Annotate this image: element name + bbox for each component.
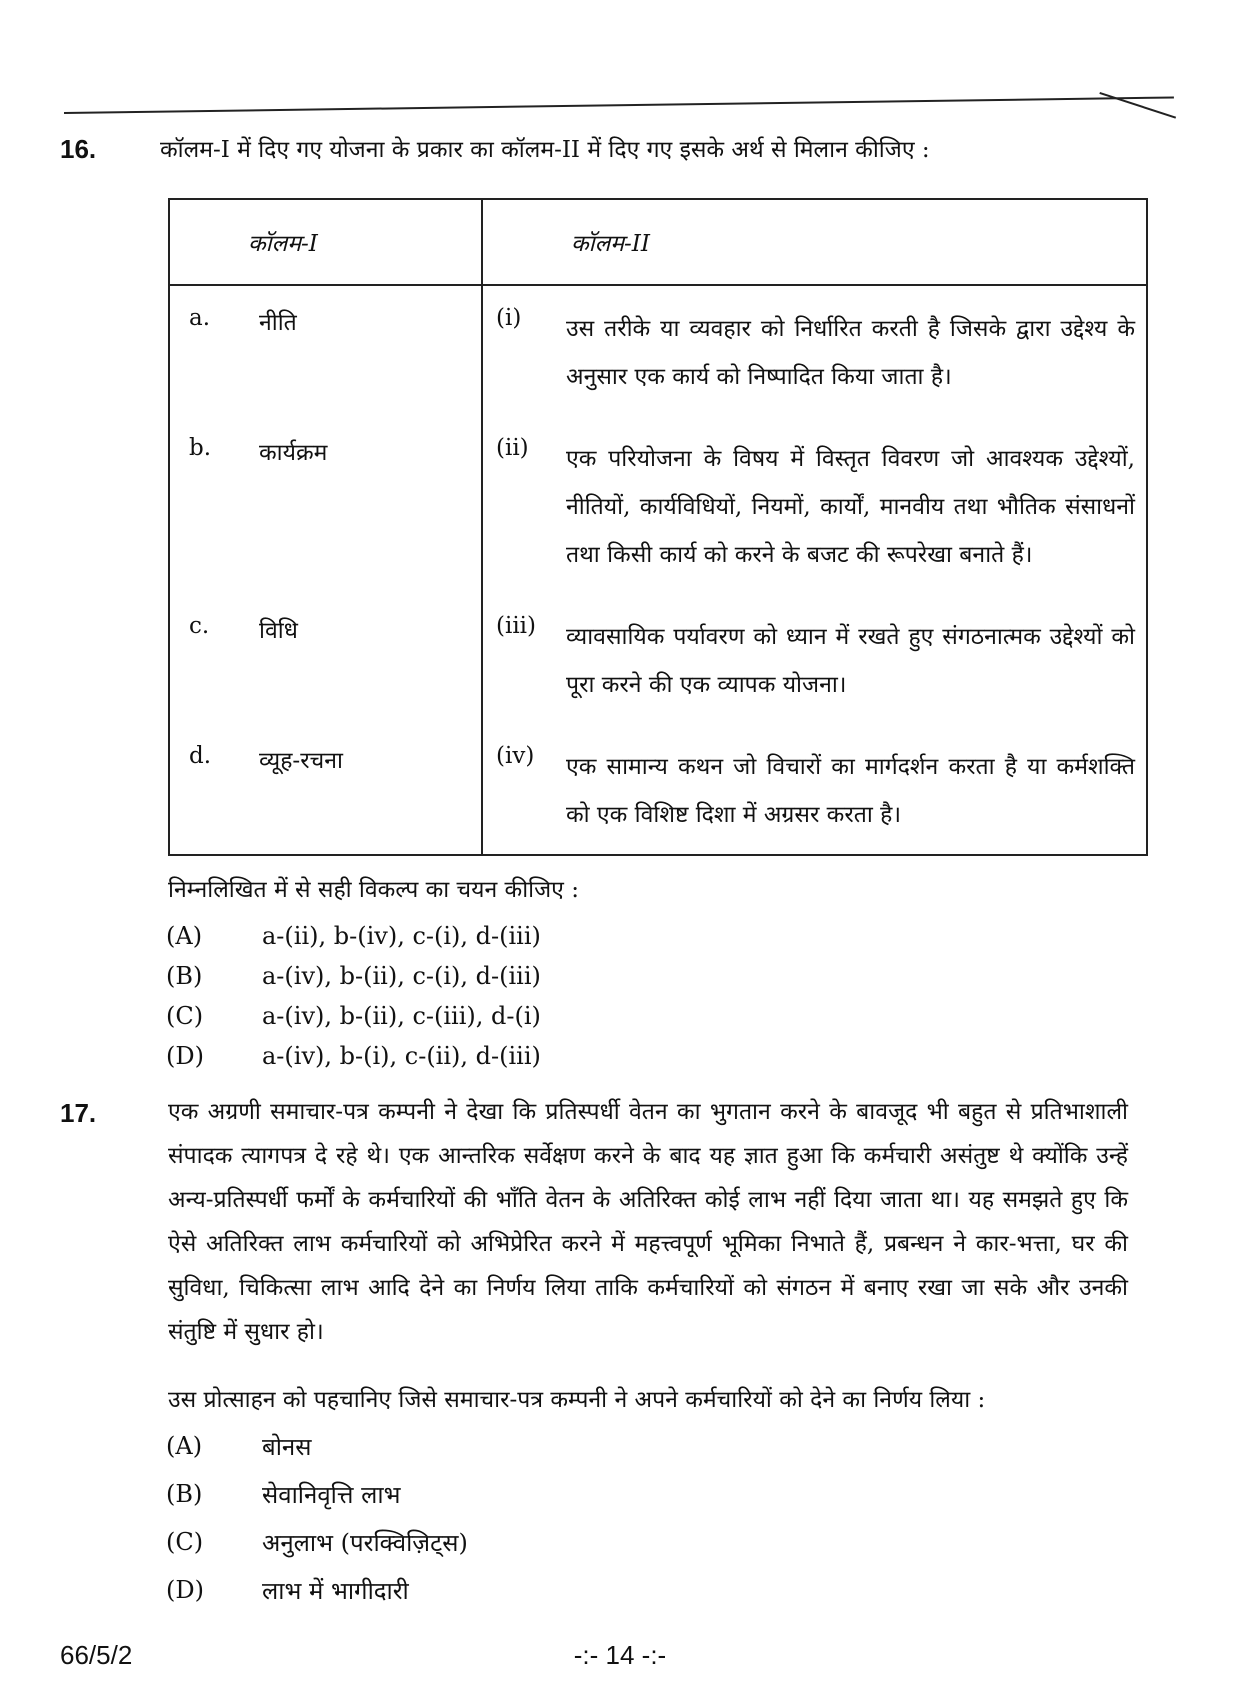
question-17-number: 17.	[60, 1098, 97, 1128]
row-letter: d.	[189, 743, 212, 769]
paper-code: 66/5/2	[60, 1640, 133, 1670]
option-label: (A)	[166, 1432, 203, 1460]
row-roman: (iii)	[496, 613, 537, 639]
table-row	[169, 594, 1147, 724]
option-a[interactable]	[166, 916, 541, 956]
row-term: कार्यक्रम	[259, 440, 328, 466]
row-meaning: व्यावसायिक पर्यावरण को ध्यान में रखते हुए संगठनात्मक उद्देश्यों को पूरा करने की एक व्यापक योजना।	[566, 624, 1135, 698]
row-letter: c.	[189, 613, 210, 639]
row-term: व्यूह-रचना	[259, 748, 343, 774]
question-17-text: एक अग्रणी समाचार-पत्र कम्पनी ने देखा कि प्रतिस्पर्धी वेतन का भुगतान करने के बावजूद भी बहुत से प्रतिभाशाली संपादक त्यागपत्र दे रहे थे। एक आन्तरिक सर्वेक्षण करने के बाद यह ज्ञात हुआ कि कर्मचारी असंतुष्ट थे क्योंकि उन्हें अन्य-प्रतिस्पर्धी फर्मों के कर्मचारियों की भाँति वेतन के अतिरिक्त कोई लाभ नहीं दिया जाता था। यह समझते हुए कि ऐसे अतिरिक्त लाभ कर्मचारियों को अभिप्रेरित करने में महत्त्वपूर्ण भूमिका निभाते हैं, प्रबन्धन ने कार-भत्ता, घर की सुविधा, चिकित्सा लाभ आदि देने का निर्णय लिया ताकि कर्मचारियों को संगठन में बनाए रखा जा सके और उनकी संतुष्टि में सुधार हो।	[168, 1099, 1128, 1345]
option-text: a-(ii), b-(iv), c-(i), d-(iii)	[262, 922, 541, 950]
table-row	[169, 416, 1147, 594]
row-roman: (i)	[496, 305, 522, 331]
row-meaning: उस तरीके या व्यवहार को निर्धारित करती है जिसके द्वारा उद्देश्य के अनुसार एक कार्य को निष्पादित किया जाता है।	[566, 316, 1135, 390]
option-a[interactable]	[166, 1422, 468, 1470]
row-term: विधि	[259, 618, 298, 644]
question-17-prompt: उस प्रोत्साहन को पहचानिए जिसे समाचार-पत्र कम्पनी ने अपने कर्मचारियों को देने का निर्णय लिया :	[168, 1387, 986, 1413]
option-text: a-(iv), b-(ii), c-(i), d-(iii)	[262, 962, 541, 990]
question-16-text: कॉलम-I में दिए गए योजना के प्रकार का कॉलम-II में दिए गए इसके अर्थ से मिलान कीजिए :	[160, 137, 930, 163]
option-text: सेवानिवृत्ति लाभ	[262, 1480, 401, 1509]
option-text: लाभ में भागीदारी	[262, 1576, 409, 1605]
option-c[interactable]	[166, 1518, 468, 1566]
row-roman: (ii)	[496, 435, 529, 461]
option-c[interactable]	[166, 996, 541, 1036]
option-b[interactable]	[166, 1470, 468, 1518]
question-17-options	[166, 1422, 468, 1614]
table-row	[169, 724, 1147, 855]
match-table	[168, 198, 1148, 856]
row-meaning: एक सामान्य कथन जो विचारों का मार्गदर्शन करता है या कर्मशक्ति को एक विशिष्ट दिशा में अग्रसर करता है।	[566, 754, 1135, 828]
table-row	[169, 285, 1147, 416]
row-term: नीति	[259, 310, 297, 336]
option-label: (D)	[166, 1042, 204, 1070]
option-b[interactable]	[166, 956, 541, 996]
row-letter: a.	[189, 305, 211, 331]
column-2-header: कॉलम-II	[482, 199, 1147, 285]
column-1-header: कॉलम-I	[169, 199, 482, 285]
question-16-number: 16.	[60, 134, 97, 164]
question-16-prompt: निम्नलिखित में से सही विकल्प का चयन कीजिए :	[168, 877, 579, 903]
row-roman: (iv)	[496, 743, 535, 769]
option-text: a-(iv), b-(i), c-(ii), d-(iii)	[262, 1042, 541, 1070]
option-label: (C)	[166, 1002, 204, 1030]
option-label: (B)	[166, 1480, 203, 1508]
option-label: (C)	[166, 1528, 204, 1556]
option-text: अनुलाभ (परक्विज़िट्स)	[262, 1528, 468, 1557]
option-d[interactable]	[166, 1036, 541, 1076]
option-text: a-(iv), b-(ii), c-(iii), d-(i)	[262, 1002, 541, 1030]
option-d[interactable]	[166, 1566, 468, 1614]
option-text: बोनस	[262, 1432, 312, 1461]
option-label: (D)	[166, 1576, 204, 1604]
question-16-options	[166, 916, 541, 1076]
page-number: -:- 14 -:-	[573, 1640, 667, 1670]
row-letter: b.	[189, 435, 212, 461]
top-rule	[64, 97, 1174, 114]
option-label: (A)	[166, 922, 203, 950]
row-meaning: एक परियोजना के विषय में विस्तृत विवरण जो आवश्यक उद्देश्यों, नीतियों, कार्यविधियों, नियमों, कार्यों, मानवीय तथा भौतिक संसाधनों तथा किसी कार्य को करने के बजट की रूपरेखा बनाते हैं।	[566, 446, 1135, 568]
option-label: (B)	[166, 962, 203, 990]
